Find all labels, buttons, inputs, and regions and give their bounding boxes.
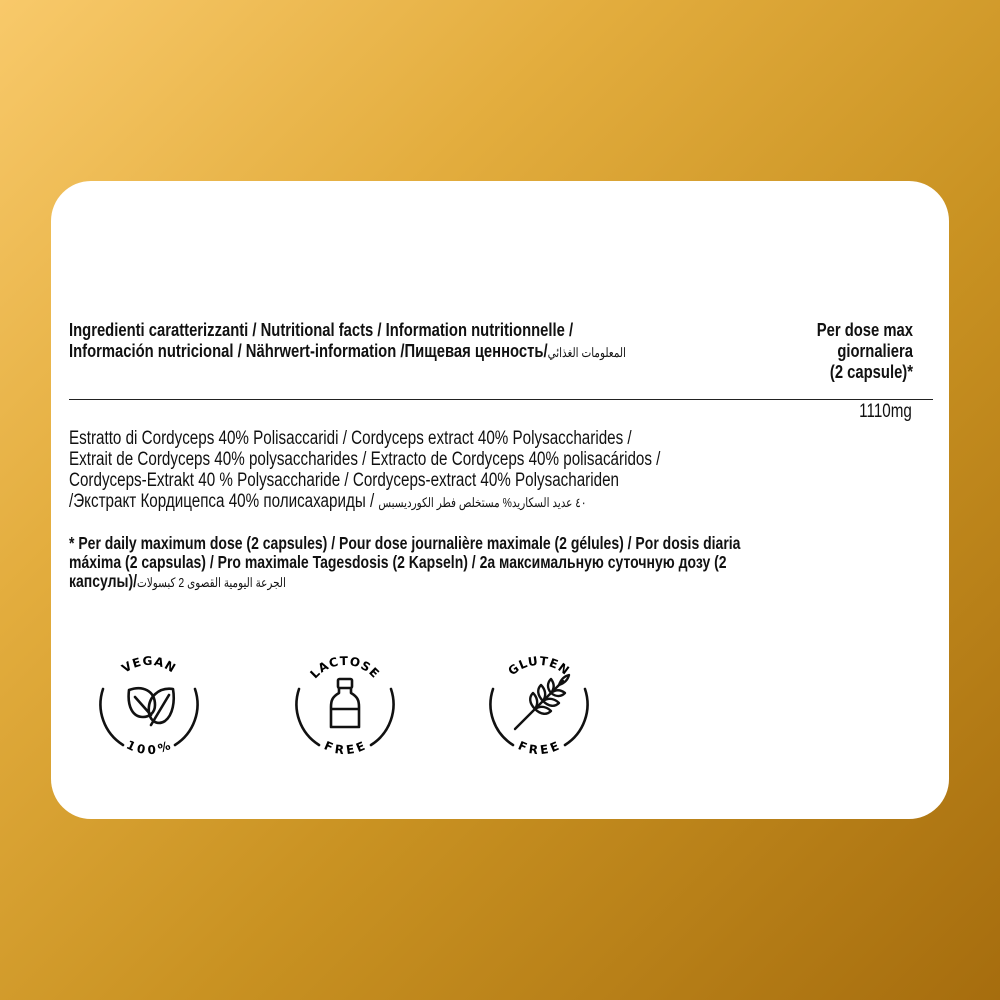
nutrition-header xyxy=(69,319,645,363)
dose-footnote xyxy=(69,534,789,592)
ingredient-arabic: ٤٠ عديد السكاريد% مستخلص فطر الكورديسبس xyxy=(378,495,587,510)
vegan-badge-top-text: VEGAN xyxy=(119,653,179,676)
svg-text:LACTOSE xyxy=(307,654,382,681)
footnote-line: * Per daily maximum dose (2 capsules) / Pour dose journalière maximale (2 gélules) / Por dosis diaria xyxy=(69,533,741,553)
svg-text:VEGAN xyxy=(119,654,179,676)
header-divider xyxy=(69,399,933,400)
ingredient-line: Cordyceps-Extrakt 40 % Polysaccharide / Cordyceps-extract 40% Polysachariden xyxy=(69,470,619,491)
footnote-line: máxima (2 capsulas) / Pro maximale Tagesdosis (2 Kapseln) / 2а максимальную суточную дозу (2 xyxy=(69,552,727,572)
header-line: Ingredienti caratterizzanti / Nutritional facts / Information nutritionnelle / xyxy=(69,319,574,340)
vegan-badge-bottom-text: 100% xyxy=(124,737,174,758)
header-arabic: المعلومات الغذائي xyxy=(547,345,626,360)
svg-text:100% xyxy=(124,738,173,757)
per-dose-column-header xyxy=(769,319,913,382)
lactose-badge-top-text: LACTOSE xyxy=(307,653,383,682)
footnote-arabic: الجرعة اليومية القصوى 2 كبسولات xyxy=(137,575,286,590)
svg-text:FREE xyxy=(322,738,368,757)
footnote-line: капсулы)/ xyxy=(69,571,138,591)
gluten-free-badge xyxy=(479,643,599,763)
wheat-icon xyxy=(515,675,569,729)
svg-text:GLUTEN xyxy=(505,654,572,678)
lactose-free-badge xyxy=(285,643,405,763)
ingredient-amount: 1110mg xyxy=(859,401,912,422)
gluten-badge-bottom-text: FREE xyxy=(516,738,562,758)
header-line: Información nutricional / Nährwert-information /Пищевая ценность/ xyxy=(69,340,548,361)
gluten-badge-top-text: GLUTEN xyxy=(505,653,573,679)
ingredient-line: Extrait de Cordyceps 40% polysaccharides / Extracto de Cordyceps 40% polisacáridos / xyxy=(69,449,661,470)
ingredient-line: /Экстракт Кордицепса 40% полисахариды / xyxy=(69,491,375,512)
vegan-badge xyxy=(89,643,209,763)
nutrition-label-card xyxy=(51,181,949,819)
svg-text:FREE xyxy=(516,738,562,757)
ingredient-description xyxy=(69,428,789,513)
per-dose-line: Per dose max xyxy=(816,319,913,340)
lactose-badge-bottom-text: FREE xyxy=(322,738,368,758)
leaves-icon xyxy=(129,688,174,725)
milk-bottle-icon xyxy=(331,679,359,727)
per-dose-line: giornaliera xyxy=(837,340,913,361)
ingredient-line: Estratto di Cordyceps 40% Polisaccaridi / Cordyceps extract 40% Polysaccharides / xyxy=(69,428,632,449)
per-dose-line: (2 capsule)* xyxy=(829,361,913,382)
